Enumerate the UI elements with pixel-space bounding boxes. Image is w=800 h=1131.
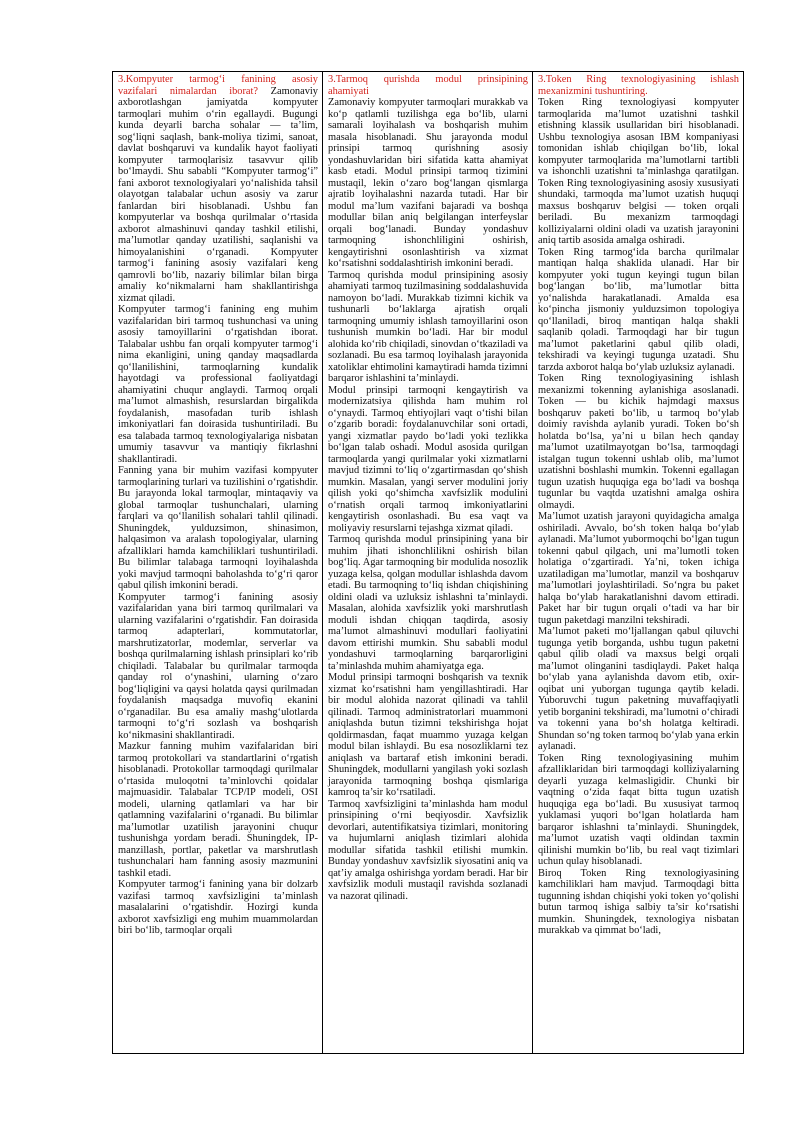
- column-2-paragraph-4: Tarmoq qurishda modul prinsipining yana bir muhim jihati ishonchlilikni oshirish bilan bog‘liq. Agar tarmoqning bir modulida nosozlik yuzaga kelsa, qolgan modullar ishlashda davom etadi. Bu tarmoqning to‘liq ishdan chiqishining oldini oladi va uzluksiz ishlashni ta’minlaydi. Masalan, alohida xavfsizlik yoki marshrutlash moduli ishdan chiqqan taqdirda, asosiy ma’lumot almashinuvi modullari faoliyatini davom ettirishi mumkin. Shu sababli modul yondashuvi tarmoqlarning barqarorligini ta’minlashda muhim ahamiyatga ega.: [328, 534, 528, 672]
- column-3-paragraph-3: Token Ring texnologiyasining ishlash mexanizmi tokenning aylanishiga asoslanadi. Token — bu kichik hajmdagi maxsus boshqaruv paketi bo‘lib, u tarmoq bo‘ylab doimiy ravishda aylanib yuradi. Token bo‘sh holatda bo‘lsa, ya’ni u bilan hech qanday ma’lumot uzatilmayotgan bo‘lsa, tarmoqdagi istalgan tugun tokenni ushlab olib, ma’lumot uzatishni boshlashi mumkin. Tokenni egallagan tugun uzatish huquqiga ega bo‘ladi va boshqa tugunlar bu vaqtda uzatishni amalga oshira olmaydi.: [538, 373, 739, 511]
- column-3-paragraph-1: Token Ring texnologiyasi kompyuter tarmoqlarida ma’lumot uzatishni tashkil etishning klassik usullaridan biri hisoblanadi. Ushbu texnologiya asosan IBM kompaniyasi tomonidan ishlab chiqilgan bo‘lib, lokal kompyuter tarmoqlarida ma’lumotlarni tartibli va ishonchli uzatishni ta’minlashga qaratilgan. Token Ring texnologiyasining asosiy xususiyati shundaki, tarmoqda ma’lumot uzatish huquqi maxsus boshqaruv belgisi — token orqali beriladi. Bu mexanizm tarmoqdagi kolliziyalarni oldini oladi va uzatish jarayonini aniq tartib asosida amalga oshiradi.: [538, 97, 739, 246]
- column-3: [533, 72, 744, 1054]
- column-3-heading: 3.Token Ring texnologiyasining ishlash mexanizmini tushuntiring.: [538, 74, 739, 97]
- column-3-paragraph-5: Ma’lumot paketi mo‘ljallangan qabul qiluvchi tugunga yetib borganda, ushbu tugun paketni qabul qilib oladi va maxsus belgi orqali ma’lumot olinganini tasdiqlaydi. Paket halqa bo‘ylab yana aylanishda davom etib, oxir-oqibat uni yuborgan tugunga qaytib keladi. Yuboruvchi tugun paketning muvaffaqiyatli yetib borganini tekshiradi, ma’lumotni o‘chiradi va tokenni yana bo‘sh holatga keltiradi. Shundan so‘ng token tarmoq bo‘ylab yana erkin aylanadi.: [538, 626, 739, 752]
- three-column-table: [112, 71, 744, 1054]
- column-1-heading: 3.Kompyuter tarmog‘i fanining asosiy vazifalari nimalardan iborat?: [118, 74, 318, 97]
- column-2-heading: 3.Tarmoq qurishda modul prinsipining ahamiyati: [328, 74, 528, 97]
- column-2-paragraph-3: Modul prinsipi tarmoqni kengaytirish va modernizatsiya qilishda ham muhim rol o‘ynaydi. Tarmoq ehtiyojlari vaqt o‘tishi bilan o‘zgarib boradi: foydalanuvchilar soni ortadi, yangi xizmatlar paydo bo‘ladi yoki tezlikka bo‘lgan talab oshadi. Modul asosida qurilgan tarmoqlarda yangi qurilmalar yoki xizmatlarni mavjud tizimni to‘liq o‘zgartirmasdan qo‘shish mumkin. Masalan, yangi server modulini joriy qilish yoki qo‘shimcha xavfsizlik modulini o‘rnatish orqali tarmoq imkoniyatlarini kengaytirish osonlashadi. Bu esa vaqt va moliyaviy resurslarni tejashga xizmat qiladi.: [328, 384, 528, 534]
- column-1-paragraph-3: Fanning yana bir muhim vazifasi kompyuter tarmoqlarining turlari va tuzilishini o‘rgatishdir. Bu jarayonda lokal tarmoqlar, mintaqaviy va global tarmoqlar tushunchalari, ularning farqlari va qo‘llanilish sohalari tahlil qilinadi. Shuningdek, yulduzsimon, shinasimon, halqasimon va aralash topologiyalar, ularning afzalliklari hamda kamchiliklari tushuntiriladi. Bu bilimlar talabaga tarmoqni loyihalashda yoki mavjud tarmoqni baholashda to‘g‘ri qaror qabul qilish imkonini beradi.: [118, 465, 318, 591]
- column-2: [323, 72, 533, 1054]
- column-1: [113, 72, 323, 1054]
- column-1-paragraph-2: Kompyuter tarmog‘i fanining eng muhim vazifalaridan biri tarmoq tushunchasi va uning asosiy tamoyillarini o‘rgatishdan iborat. Talabalar ushbu fan orqali kompyuter tarmog‘i nima ekanligini, uning qanday maqsadlarda qo‘llanilishini, tarmoqlarning kundalik hayotdagi va professional faoliyatdagi ahamiyatini chuqur anglaydi. Tarmoq orqali ma’lumot almashish, resurslardan birgalikda foydalanish, masofadan turib ishlash imkoniyatlari fan doirasida tushuntiriladi. Bu esa talabada tarmoq texnologiyalariga nisbatan umumiy tasavvur va mantiqiy fikrlashni shakllantiradi.: [118, 304, 318, 465]
- column-2-paragraph-5: Modul prinsipi tarmoqni boshqarish va texnik xizmat ko‘rsatishni ham yengillashtiradi. Har bir modul alohida nazorat qilinadi va tahlil qilinadi. Tarmoq administratorlari muammoni aniqlashda butun tizimni tekshirishga hojat qoldirmasdan, faqat muammo yuzaga kelgan modul bilan ishlaydi. Bu esa nosozliklarni tez aniqlash va bartaraf etish imkonini beradi. Shuningdek, modullarni yangilash yoki sozlash jarayonida tarmoqning boshqa qismlariga kamroq ta’sir ko‘rsatiladi.: [328, 672, 528, 798]
- column-3-paragraph-4: Ma’lumot uzatish jarayoni quyidagicha amalga oshiriladi. Avvalo, bo‘sh token halqa bo‘ylab aylanadi. Ma’lumot yubormoqchi bo‘lgan tugun tokenni qabul qilgach, uni ma’lumotli token holatiga o‘zgartiradi. Ya’ni, token ichiga uzatiladigan ma’lumotlar, manzil va boshqaruv ma’lumotlari joylashtiriladi. So‘ngra bu paket halqa bo‘ylab harakatlanishni davom ettiradi. Paket har bir tugun orqali o‘tadi va har bir tugun paketdagi manzilni tekshiradi.: [538, 511, 739, 626]
- column-2-paragraph-6: Tarmoq xavfsizligini ta’minlashda ham modul prinsipining o‘rni beqiyosdir. Xavfsizlik devorlari, autentifikatsiya tizimlari, monitoring va hujumlarni aniqlash tizimlari alohida modullar sifatida tashkil etilishi mumkin. Bunday yondashuv xavfsizlik siyosatini aniq va qat’iy amalga oshirishga yordam beradi. Har bir xavfsizlik moduli mustaqil ravishda sozlanadi va nazorat qilinadi.: [328, 798, 528, 902]
- document-page: [112, 71, 743, 1054]
- column-3-paragraph-6: Token Ring texnologiyasining muhim afzalliklaridan biri tarmoqdagi kolliziyalarning deyarli yuzaga kelmasligidir. Chunki bir vaqtning o‘zida faqat bitta tugun uzatish huquqiga ega bo‘ladi. Bu xususiyat tarmoq yuklamasi yuqori bo‘lgan holatlarda ham barqaror ishlashni ta’minlaydi. Shuningdek, ma’lumot uzatish vaqti oldindan taxmin qilinishi mumkin bo‘lib, bu real vaqt tizimlari uchun qulay hisoblanadi.: [538, 752, 739, 867]
- column-3-paragraph-2: Token Ring tarmog‘ida barcha qurilmalar mantiqan halqa shaklida ulanadi. Har bir kompyuter yoki tugun keyingi tugun bilan bog‘langan bo‘lib, ma’lumotlar bitta yo‘nalishda harakatlanadi. Amalda esa ko‘pincha jismoniy yulduzsimon topologiya qo‘llaniladi, biroq mantiqan halqa shakli saqlanib qoladi. Tarmoqdagi har bir tugun ma’lumot paketlarini qabul qilib oladi, tekshiradi va keyingi tugunga uzatadi. Shu tarzda axborot halqa bo‘ylab uzluksiz aylanadi.: [538, 246, 739, 373]
- column-3-paragraph-7: Biroq Token Ring texnologiyasining kamchiliklari ham mavjud. Tarmoqdagi bitta tugunning ishdan chiqishi yoki token yo‘qolishi butun tarmoq ishiga salbiy ta’sir ko‘rsatishi mumkin. Shuningdek, texnologiya nisbatan murakkab va qimmat bo‘ladi,: [538, 867, 739, 936]
- column-2-paragraph-1: Zamonaviy kompyuter tarmoqlari murakkab va ko‘p qatlamli tuzilishga ega bo‘lib, ularni samarali loyihalash va boshqarish muhim masala hisoblanadi. Shu jarayonda modul prinsipi tarmoq qurishning asosiy yondashuvlaridan biri sifatida katta ahamiyat kasb etadi. Modul prinsipi tarmoq tizimini mustaqil, lekin o‘zaro bog‘langan qismlarga ajratib loyihalashni nazarda tutadi. Har bir modul ma’lum vazifani bajaradi va boshqa modullar bilan aniq belgilangan interfeyslar orqali bog‘lanadi. Bunday yondashuv tarmoqning ishonchliligini oshirish, kengaytirishni osonlashtirish va xizmat ko‘rsatishni soddalashtirish imkonini beradi.: [328, 97, 528, 269]
- column-2-paragraph-2: Tarmoq qurishda modul prinsipining asosiy ahamiyati tarmoq tuzilmasining soddalashuvida namoyon bo‘ladi. Murakkab tizimni kichik va tushunarli bo‘laklarga ajratish orqali tarmoqning umumiy ishlash tamoyillarini oson tushunish mumkin bo‘ladi. Har bir modul alohida ko‘rib chiqiladi, sinovdan o‘tkaziladi va sozlanadi. Bu esa tarmoq loyihalash jarayonida xatoliklar ehtimolini kamaytiradi hamda tizimni barqaror ishlashini ta’minlaydi.: [328, 269, 528, 384]
- column-1-paragraph-4: Kompyuter tarmog‘i fanining asosiy vazifalaridan yana biri tarmoq qurilmalari va ularning vazifalarini o‘rgatishdir. Fan doirasida tarmoq adapterlari, kommutatorlar, marshrutizatorlar, modemlar, serverlar va boshqa qurilmalarning ishlash prinsiplari ko‘rib chiqiladi. Talabalar bu qurilmalar tarmoqda qanday rol o‘ynashini, ularning o‘zaro bog‘liqligini va qaysi holatda qaysi qurilmadan foydalanish maqsadga muvofiq ekanini o‘rganadilar. Bu esa amaliy mashg‘ulotlarda tarmoqni to‘g‘ri sozlash va boshqarish ko‘nikmasini shakllantiradi.: [118, 591, 318, 741]
- column-1-paragraph-1: Zamonaviy axborotlashgan jamiyatda kompyuter tarmoqlari muhim o‘rin egallaydi. Bugungi kunda deyarli barcha sohalar — ta’lim, sog‘liqni saqlash, bank-moliya tizimi, sanoat, davlat boshqaruvi va kundalik hayot faoliyati kompyuter tarmoqlarisiz tasavvur qilib bo‘lmaydi. Shu sababli “Kompyuter tarmog‘i” fani axborot texnologiyalari yo‘nalishida tahsil olayotgan talabalar uchun asosiy va zarur fanlardan biri hisoblanadi. Ushbu fan kompyuterlar va boshqa qurilmalar o‘rtasida axborot almashinuvi qanday tashkil etilishi, ma’lumotlar qanday uzatilishi, saqlanishi va himoyalanishini o‘rganadi. Kompyuter tarmog‘i fanining asosiy vazifalari keng qamrovli bo‘lib, nazariy bilimlar bilan birga amaliy ko‘nikmalarni ham shakllantirishga xizmat qiladi.: [118, 85, 318, 304]
- column-1-paragraph-5: Mazkur fanning muhim vazifalaridan biri tarmoq protokollari va standartlarini o‘rgatish hisoblanadi. Protokollar tarmoqdagi qurilmalar o‘rtasida muloqotni ta’minlovchi qoidalar majmuasidir. Talabalar TCP/IP modeli, OSI modeli, ularning qatlamlari va har bir qatlamning vazifalarini o‘rganadi. Bu bilimlar ma’lumotlar uzatilish jarayonini chuqur tushunishga yordam beradi. Shuningdek, IP-manzillash, portlar, paketlar va marshrutlash tushunchalari ham fanning asosiy mazmunini tashkil etadi.: [118, 741, 318, 879]
- column-1-paragraph-6: Kompyuter tarmog‘i fanining yana bir dolzarb vazifasi tarmoq xavfsizligini ta’minlash masalalarini o‘rgatishdir. Hozirgi kunda axborot xavfsizligi eng muhim muammolardan biri bo‘lib, tarmoqlar orqali: [118, 879, 318, 936]
